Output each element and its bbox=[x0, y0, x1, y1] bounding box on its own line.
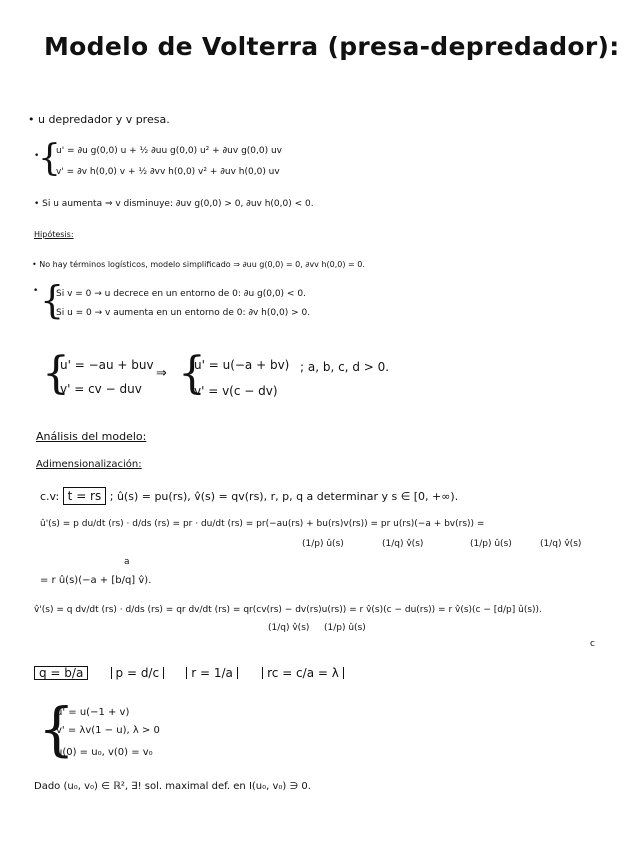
adimensional-heading: Adimensionalización: bbox=[36, 459, 142, 470]
uhat-under-2: (1/q) v̂(s) bbox=[382, 539, 424, 549]
cv-rest: ; û(s) = pu(rs), v̂(s) = qv(rs), r, p, q a determinar y s ∈ [0, +∞). bbox=[109, 490, 459, 503]
system3-initial-conditions: u(0) = u₀, v(0) = v₀ bbox=[56, 747, 153, 758]
cv-prefix: c.v: bbox=[40, 490, 60, 503]
brace-system-3: { bbox=[38, 695, 75, 763]
system2-left-eq2: v' = cv − duv bbox=[60, 382, 142, 396]
bullet-dot: • bbox=[34, 151, 40, 161]
def-lambda: rc = c/a = λ bbox=[262, 667, 344, 679]
def-q: q = b/a bbox=[34, 666, 88, 680]
uhat-over-annotation: a bbox=[124, 557, 130, 567]
vhat-derivation: v̂'(s) = q dv/dt (rs) · d/ds (rs) = qr dv/dt (rs) = qr(cv(rs) − dv(rs)u(rs)) = r v̂(s)(c − du(rs)) = r v̂(s)(c − [d/p] û(s)). bbox=[34, 605, 542, 615]
case-u-zero: Si u = 0 → v aumenta en un entorno de 0: ∂v h(0,0) > 0. bbox=[56, 308, 311, 318]
bullet-sign: • Si u aumenta ⇒ v disminuye: ∂uv g(0,0) > 0, ∂uv h(0,0) < 0. bbox=[34, 199, 314, 209]
uhat-under-1: (1/p) û(s) bbox=[302, 539, 344, 549]
system2-right-eq2: v' = v(c − dv) bbox=[194, 384, 278, 398]
brace-system-2-right: { bbox=[178, 348, 206, 399]
case-v-zero: Si v = 0 → u decrece en un entorno de 0: ∂u g(0,0) < 0. bbox=[56, 289, 306, 299]
implies-arrow: ⇒ bbox=[156, 366, 167, 381]
cv-boxed-substitution: t = rs bbox=[63, 487, 107, 505]
bullet-dot: • bbox=[33, 286, 39, 296]
hypothesis-label: Hipótesis: bbox=[34, 230, 74, 239]
system2-right-eq1: u' = u(−a + bv) bbox=[194, 358, 290, 372]
brace-system-2-left: { bbox=[42, 348, 70, 399]
uhat-result: = r û(s)(−a + [b/q] v̂). bbox=[40, 575, 152, 586]
system2-params: ; a, b, c, d > 0. bbox=[300, 360, 390, 374]
system3-eq2: v' = λv(1 − u), λ > 0 bbox=[56, 725, 160, 736]
vhat-below-annotation: c bbox=[590, 639, 595, 649]
parameter-definitions bbox=[34, 664, 344, 680]
change-of-variable-line bbox=[40, 490, 458, 502]
analysis-heading: Análisis del modelo: bbox=[36, 430, 147, 443]
def-r: r = 1/a bbox=[186, 667, 238, 679]
brace-system-1: { bbox=[38, 138, 61, 179]
bullet-roles: • u depredador y v presa. bbox=[28, 113, 170, 126]
brace-cases: { bbox=[40, 278, 65, 322]
page-title: Modelo de Volterra (presa-depredador): bbox=[44, 32, 620, 61]
uhat-under-4: (1/q) v̂(s) bbox=[540, 539, 582, 549]
vhat-under-2: (1/p) û(s) bbox=[324, 623, 366, 633]
system1-eq1: u' = ∂u g(0,0) u + ½ ∂uu g(0,0) u² + ∂uv g(0,0) uv bbox=[56, 146, 283, 156]
def-p: p = d/c bbox=[111, 667, 165, 679]
bullet-no-logistic: • No hay términos logísticos, modelo simplificado ⇒ ∂uu g(0,0) = 0, ∂vv h(0,0) = 0. bbox=[32, 260, 365, 269]
vhat-under-1: (1/q) v̂(s) bbox=[268, 623, 310, 633]
system3-eq1: u' = u(−1 + v) bbox=[56, 707, 130, 718]
uhat-under-3: (1/p) û(s) bbox=[470, 539, 512, 549]
uhat-derivation: û'(s) = p du/dt (rs) · d/ds (rs) = pr · du/dt (rs) = pr(−au(rs) + bu(rs)v(rs)) = pr u(rs)(−a + bv(rs)) = bbox=[40, 519, 485, 529]
system2-left-eq1: u' = −au + buv bbox=[60, 358, 154, 372]
system1-eq2: v' = ∂v h(0,0) v + ½ ∂vv h(0,0) v² + ∂uv h(0,0) uv bbox=[56, 167, 280, 177]
existence-statement: Dado (u₀, v₀) ∈ ℝ², ∃! sol. maximal def. en I(u₀, v₀) ∋ 0. bbox=[34, 781, 311, 792]
